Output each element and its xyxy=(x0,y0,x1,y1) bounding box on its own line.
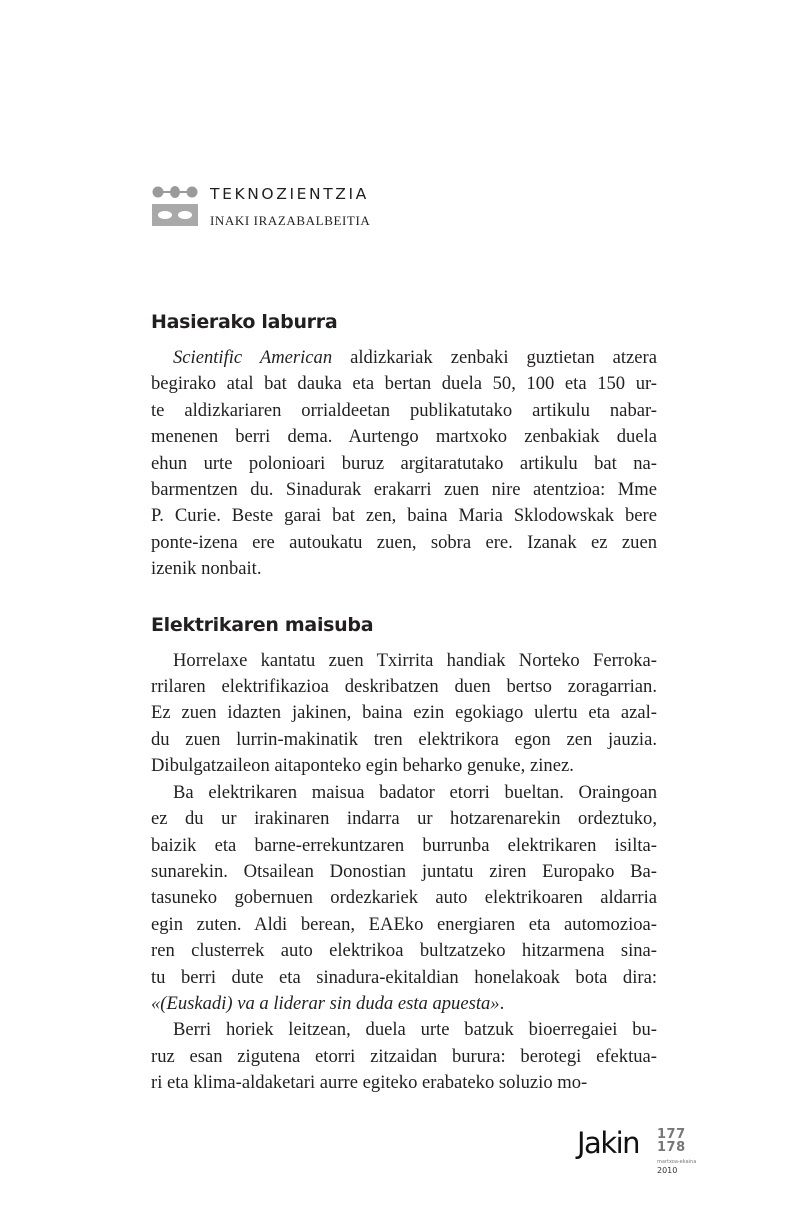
line-text: ruz esan zigutena etorri zitzaidan burura: berotegi efektua- xyxy=(151,1045,657,1067)
dots-and-masks-icon xyxy=(152,185,198,227)
paragraph xyxy=(151,345,657,583)
line-text: sunarekin. Otsailean Donostian juntatu ziren Europako Ba- xyxy=(151,860,657,882)
line-text: Horrelaxe kantatu zuen Txirrita handiak Norteko Ferroka- xyxy=(173,649,657,671)
text-line xyxy=(151,1070,657,1096)
text-line xyxy=(151,648,657,674)
journal-name: Jakin xyxy=(577,1126,640,1160)
text-line xyxy=(151,556,657,582)
text-line xyxy=(151,700,657,726)
line-text: ri eta klima-aldaketari aurre egiteko erabateko soluzio mo- xyxy=(151,1072,588,1094)
text-line xyxy=(151,477,657,503)
line-text: Ez zuen idazten jakinen, baina ezin egokiago ulertu eta azal- xyxy=(151,702,657,724)
text-line xyxy=(151,991,657,1017)
text-line xyxy=(151,1044,657,1070)
line-text: menenen berri dema. Aurtengo martxoko zenbakiak duela xyxy=(151,426,657,448)
issue-year: 2010 xyxy=(657,1166,678,1175)
line-text: . xyxy=(499,992,505,1014)
text-line xyxy=(151,965,657,991)
line-text: ponte-izena ere autoukatu zuen, sobra ere. Izanak ez zuen xyxy=(151,531,657,553)
text-line xyxy=(151,345,657,371)
article-body xyxy=(151,311,657,1097)
text-line xyxy=(151,530,657,556)
text-line xyxy=(151,885,657,911)
text-line xyxy=(151,938,657,964)
text-line xyxy=(151,780,657,806)
issue-months: martxoa-ekaina xyxy=(657,1159,697,1165)
line-text: aldizkariak zenbaki guztietan atzera xyxy=(332,347,657,368)
line-text: egin zuten. Aldi berean, EAEko energiaren eta automozioa- xyxy=(151,913,657,935)
line-text: Berri horiek leitzean, duela urte batzuk bioerregaiei bu- xyxy=(173,1019,657,1041)
text-line xyxy=(151,912,657,938)
emphasis: «(Euskadi) va a liderar sin duda esta apuesta» xyxy=(151,992,500,1014)
line-text: begirako atal bat dauka eta bertan duela 50, 100 eta 150 ur- xyxy=(151,373,657,395)
issue-number-bottom: 178 xyxy=(657,1140,686,1155)
line-text: Ba elektrikaren maisua badator etorri bueltan. Oraingoan xyxy=(173,781,657,803)
text-line xyxy=(151,451,657,477)
text-line xyxy=(151,1017,657,1043)
text-line xyxy=(151,727,657,753)
text-line xyxy=(151,424,657,450)
line-text: te aldizkariaren orrialdeetan publikatutako artikulu nabar- xyxy=(151,399,657,421)
line-text: tasuneko gobernuen ordezkariek auto elektrikoaren aldarria xyxy=(151,887,657,909)
issue-number-top: 177 xyxy=(657,1127,686,1142)
section-heading: Elektrikaren maisuba xyxy=(151,613,374,636)
journal-logo xyxy=(577,1126,707,1186)
line-text: Dibulgatzaileon aitaponteko egin beharko genuke, zinez. xyxy=(151,755,574,777)
text-line xyxy=(151,503,657,529)
section-hasierako-laburra xyxy=(151,311,657,583)
line-text: rrilaren elektrifikazioa deskribatzen duen bertso zoragarrian. xyxy=(151,676,657,698)
text-line xyxy=(151,398,657,424)
paragraph xyxy=(151,648,657,780)
text-line xyxy=(151,371,657,397)
line-text: ez du ur irakinaren indarra ur hotzarenarekin ordeztuko, xyxy=(151,808,657,830)
line-text: izenik nonbait. xyxy=(151,558,262,580)
line-text: ren clusterrek auto elektrikoa bultzatzeko hitzarmena sina- xyxy=(151,940,657,962)
paragraph xyxy=(151,1017,657,1096)
text-line xyxy=(151,833,657,859)
issue-number xyxy=(657,1128,686,1154)
line-text: tu berri dute eta sinadura-ekitaldian honelakoak bota dira: xyxy=(151,966,657,988)
line-text: P. Curie. Beste garai bat zen, baina Maria Sklodowskak bere xyxy=(151,505,657,527)
section-elektrikaren-maisuba xyxy=(151,614,657,1097)
section-heading: Hasierako laburra xyxy=(151,311,338,333)
text-line xyxy=(151,753,657,779)
line-text: baizik eta barne-errekuntzaren burrunba elektrikaren isilta- xyxy=(151,834,657,856)
author-name: INAKI IRAZABALBEITIA xyxy=(210,213,371,228)
section-label: TEKNOZIENTZIA xyxy=(210,185,369,203)
emphasis: Scientific American xyxy=(173,347,333,368)
text-line xyxy=(151,806,657,832)
line-text: barmentzen du. Sinadurak erakarri zuen nire atentzioa: Mme xyxy=(151,479,657,501)
text-line xyxy=(151,859,657,885)
text-line xyxy=(151,674,657,700)
paragraph xyxy=(151,780,657,1018)
line-text: ehun urte polonioari buruz argitaratutako artikulu bat na- xyxy=(151,452,657,474)
line-text: du zuen lurrin-makinatik tren elektrikora egon zen jauzia. xyxy=(151,728,657,750)
